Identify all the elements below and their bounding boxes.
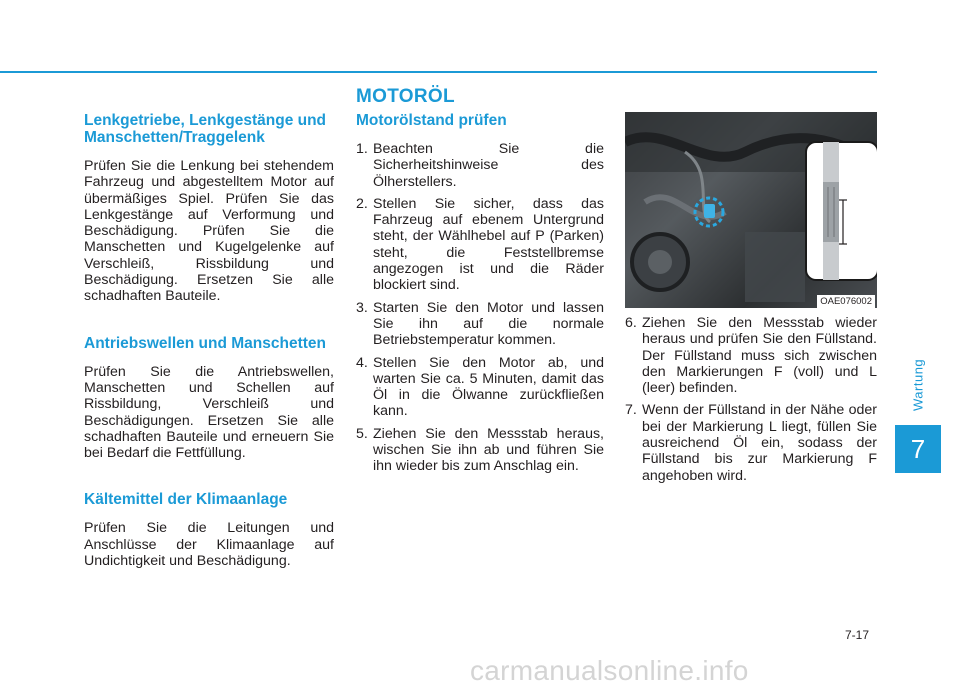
column-oil-level-continued — [625, 112, 877, 490]
text-steering: Prüfen Sie die Lenkung bei stehendem Fahrzeug und abgestelltem Motor auf übermäßiges Spiel. Prüfen Sie das Lenkgestänge auf Verformung und Beschädigung. Prüfen Sie die Manschetten und Kugelgelenke auf Verschleiß, Rissbildung und Beschädigung. Ersetzen Sie alle schadhaften Bauteile. — [84, 158, 334, 305]
engine-bay-illustration — [625, 112, 877, 308]
text-refrigerant: Prüfen Sie die Leitungen und Anschlüsse der Klimaanlage auf Undichtigkeit und Beschädigung. — [84, 520, 334, 570]
page-number: 7-17 — [845, 628, 870, 642]
engine-dipstick-figure — [625, 112, 877, 308]
list-item: 5. Ziehen Sie den Messstab heraus, wischen Sie ihn ab und führen Sie ihn wieder bis zum Anschlag ein. — [356, 425, 604, 475]
chapter-label: Wartung — [910, 358, 926, 412]
list-item: 2. Stellen Sie sicher, dass das Fahrzeug auf ebenem Untergrund steht, der Wählhebel auf P (Parken) steht, die Feststellbremse angezogen ist und die Räder blockiert sind. — [356, 195, 604, 294]
heading-drive-shafts: Antriebswellen und Manschetten — [84, 334, 327, 352]
column-maintenance-checks — [84, 112, 334, 569]
watermark: carmanualsonline.info — [470, 655, 749, 686]
figure-code: OAE076002 — [817, 295, 875, 308]
heading-oil-level: Motorölstand prüfen — [356, 112, 507, 129]
chapter-tab: 7 — [895, 425, 941, 473]
text-drive-shafts: Prüfen Sie die Antriebswellen, Manschetten und Schellen auf Rissbildung, Verschleiß und Beschädigungen. Ersetzen Sie alle schadhaften Bauteile und erneuern Sie bei Bedarf die Fettfüllung. — [84, 363, 334, 462]
list-item: 6. Ziehen Sie den Messstab wieder heraus und prüfen Sie den Füllstand. Der Füllstand muss sich zwischen den Markierungen F (voll) und L (leer) befinden. — [625, 315, 877, 397]
oil-check-steps — [356, 141, 604, 475]
list-item: 1. Beachten Sie die Sicherheitshinweise des Ölherstellers. — [356, 141, 604, 190]
section-title: MOTORÖL — [356, 86, 455, 107]
list-item: 4. Stellen Sie den Motor ab, und warten Sie ca. 5 Minuten, damit das Öl in die Ölwanne zurückfließen kann. — [356, 354, 604, 420]
list-item: 7. Wenn der Füllstand in der Nähe oder bei der Markierung L liegt, füllen Sie ausreichend Öl ein, sodass der Füllstand bis zur Markierung F angehoben wird. — [625, 402, 877, 484]
list-item: 3. Starten Sie den Motor und lassen Sie ihn auf die normale Betriebstemperatur kommen. — [356, 299, 604, 349]
top-rule — [0, 71, 877, 73]
heading-refrigerant: Kältemittel der Klimaanlage — [84, 491, 288, 509]
oil-check-steps-continued — [625, 315, 877, 484]
column-oil-level-check — [356, 112, 604, 481]
heading-steering: Lenkgetriebe, Lenkgestänge und Manschetten/Traggelenk — [84, 112, 327, 146]
